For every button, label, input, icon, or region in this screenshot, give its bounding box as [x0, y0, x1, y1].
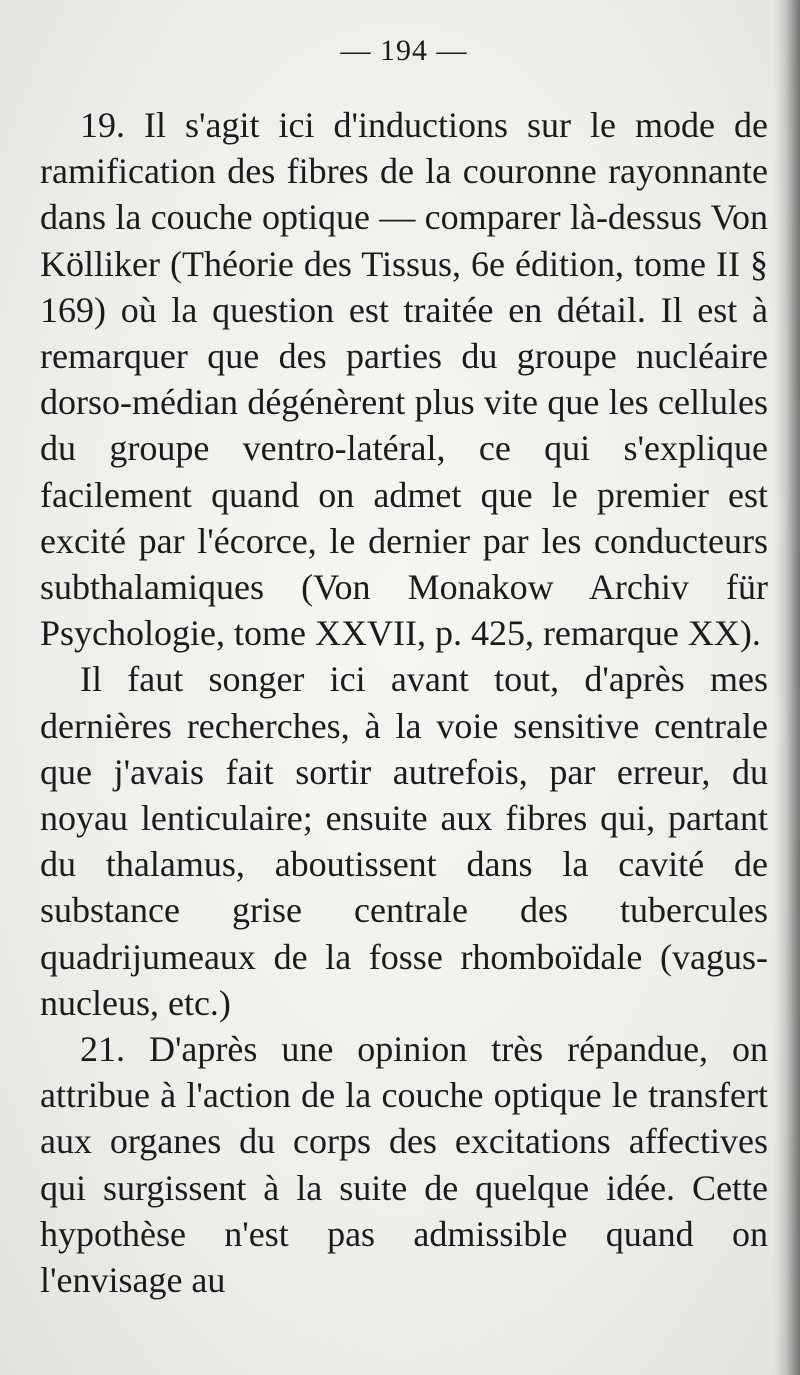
paragraph-note-19: 19. Il s'agit ici d'inductions sur le mode de ramification des fibres de la couronne rayonnante dans la couche optique — comparer là-dessus Von Kölliker (Théorie des Tissus, 6e édition, tome II § 169) où la question est traitée en détail. Il est à remarquer que des parties du groupe nucléaire dorso-médian dégénèrent plus vite que les cellules du groupe ventro-latéral, ce qui s'explique facilement quand on admet que le premier est excité par l'écorce, le dernier par les conducteurs subthalamiques (Von Monakow Archiv für Psychologie, tome XXVII, p. 425, remarque XX). — [40, 105, 768, 654]
paragraph-note-21: 21. D'après une opinion très répandue, on attribue à l'action de la couche optique le transfert aux organes du corps des excitations affectives qui surgissent à la suite de quelque idée. Cette hypothèse n'est pas admissible quand on l'envisage au — [40, 1029, 768, 1301]
page-number: — 194 — — [340, 34, 468, 67]
paragraph-note-20: Il faut songer ici avant tout, d'après mes dernières recherches, à la voie sensitive centrale que j'avais fait sortir autrefois, par erreur, du noyau lenticulaire; ensuite aux fibres qui, partant du thalamus, aboutissent dans la cavité de substance grise centrale des tubercules quadrijumeaux de la fosse rhomboïdale (vagus-nucleus, etc.) — [40, 659, 768, 1023]
page-edge-shadow — [774, 0, 800, 1375]
page-text-block — [40, 28, 768, 1303]
